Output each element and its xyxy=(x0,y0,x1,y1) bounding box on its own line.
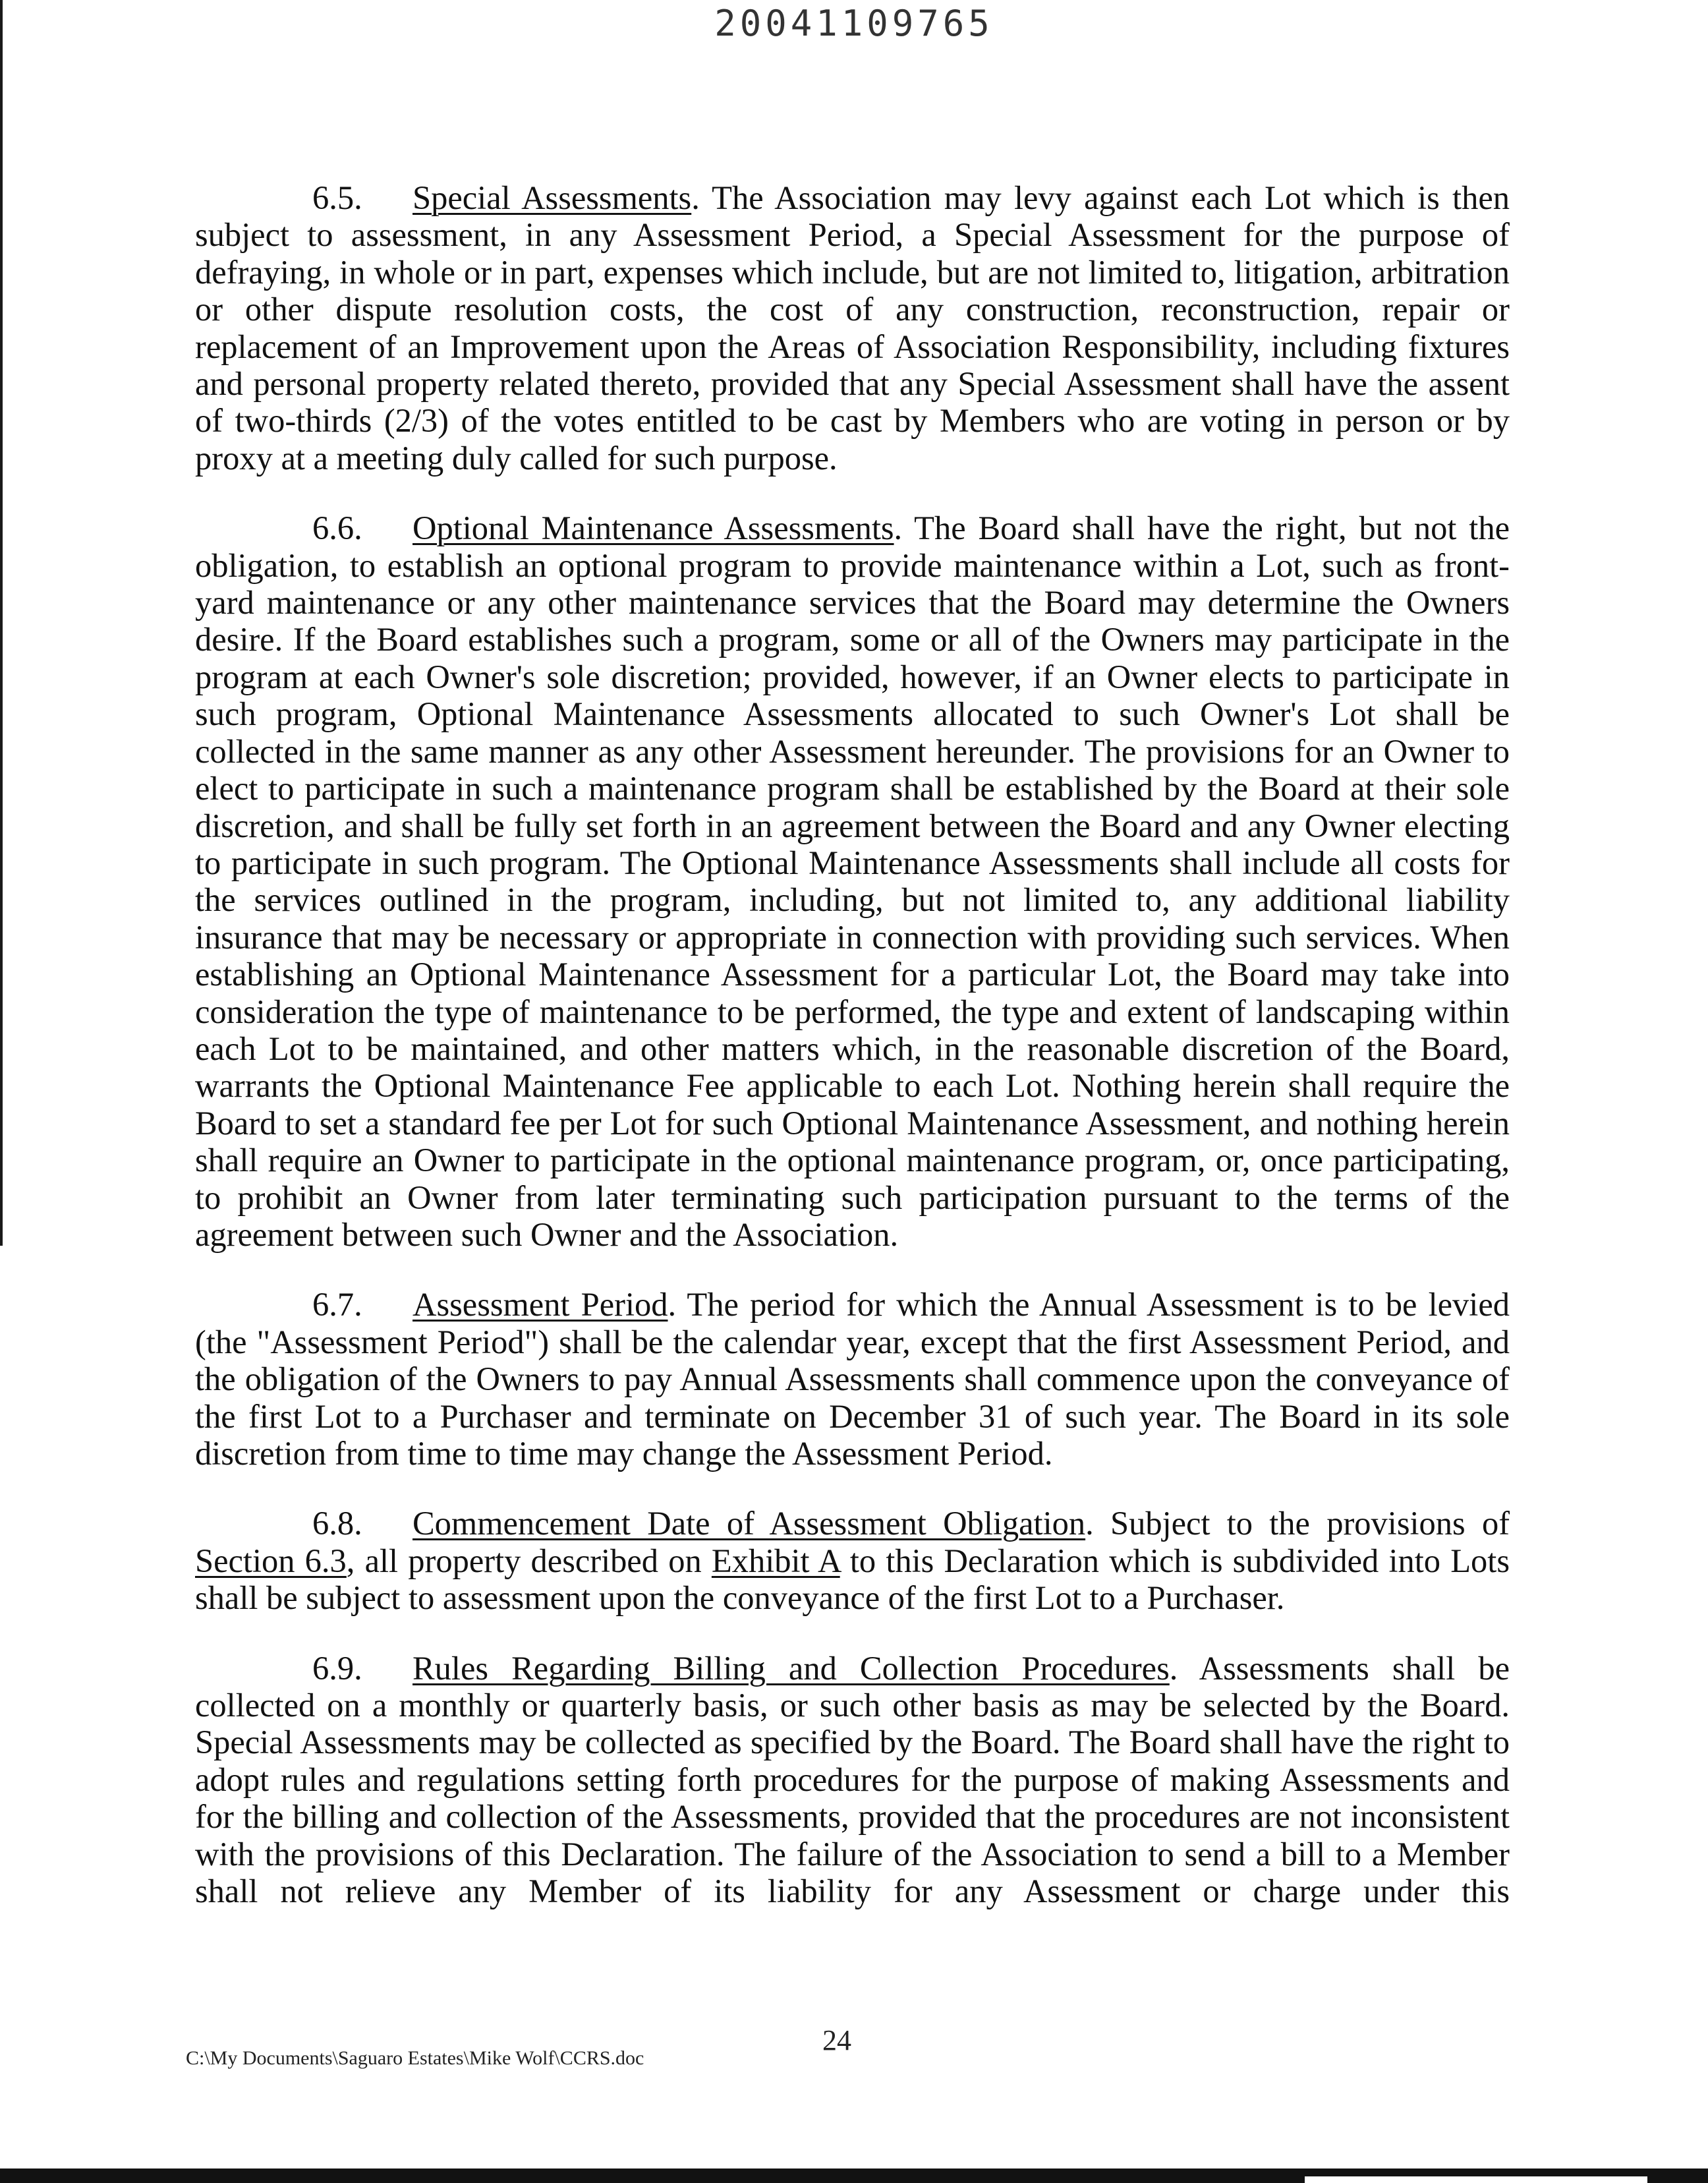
section-text: . The Board shall have the right, but not the obligation, to establish an optional program to provide maintenance within a Lot, such as front-yard maintenance or any other maintenance services that the Board may determine the Owners desire. If the Board establishes such a program, some or all of the Owners may participate in the program at each Owner's sole discretion; provided, however, if an Owner elects to participate in such program, Optional Maintenance Assessments allocated to such Owner's Lot shall be collected in the same manner as any other Assessment hereunder. The provisions for an Owner to elect to participate in such a maintenance program shall be established by the Board at their sole discretion, and shall be fully set forth in an agreement between the Board and any Owner electing to participate in such program. The Optional Maintenance Assessments shall include all costs for the services outlined in the program, including, but not limited to, any additional liability insurance that may be necessary or appropriate in connection with providing such services. When establishing an Optional Maintenance Assessment for a particular Lot, the Board may take into consideration the type of maintenance to be performed, the type and extent of landscaping within each Lot to be maintained, and other matters which, in the reasonable discretion of the Board, warrants the Optional Maintenance Fee applicable to each Lot. Nothing herein shall require the Board to set a standard fee per Lot for such Optional Maintenance Assessment, and nothing herein shall require an Owner to participate in the optional maintenance program, or, once participating, to prohibit an Owner from later terminating such participation pursuant to the terms of the agreement between such Owner and the Association. xyxy=(195,509,1510,1253)
section-6-5 xyxy=(195,179,1510,477)
section-heading: Optional Maintenance Assessments xyxy=(413,509,894,547)
section-6-6 xyxy=(195,509,1510,1253)
section-number: 6.5. xyxy=(312,179,362,216)
section-text: , all property described on xyxy=(346,1542,712,1579)
scan-edge-left xyxy=(0,0,3,1246)
section-heading: Rules Regarding Billing and Collection Procedures xyxy=(413,1649,1170,1687)
section-number: 6.6. xyxy=(312,509,362,547)
section-heading: Assessment Period xyxy=(413,1286,668,1324)
section-reference: Section 6.3 xyxy=(195,1542,347,1579)
section-heading: Special Assessments xyxy=(413,179,692,216)
section-text: . The period for which the Annual Assessment is to be levied (the "Assessment Period") shall be the calendar year, except that the first Assessment Period, and the obligation of the Owners to pay Annual Assessments shall commence upon the conveyance of the first Lot to a Purchaser and terminate on December 31 of such year. The Board in its sole discretion from time to time may change the Assessment Period. xyxy=(195,1286,1510,1472)
section-6-8 xyxy=(195,1505,1510,1616)
section-6-7 xyxy=(195,1286,1510,1472)
section-number: 6.9. xyxy=(312,1649,362,1687)
section-6-9 xyxy=(195,1650,1510,1910)
scan-edge-bottom-gap xyxy=(1305,2176,1647,2183)
exhibit-reference: Exhibit A xyxy=(711,1542,840,1579)
footer-file-path: C:\My Documents\Saguaro Estates\Mike Wolf\CCRS.doc xyxy=(186,2047,644,2069)
section-text: . The Association may levy against each Lot which is then subject to assessment, in any Assessment Period, a Special Assessment for the purpose of defraying, in whole or in part, expenses which include, but are not limited to, litigation, arbitration or other dispute resolution costs, the cost of any construction, reconstruction, repair or replacement of an Improvement upon the Areas of Association Responsibility, including fixtures and personal property related thereto, provided that any Special Assessment shall have the assent of two-thirds (2/3) of the votes entitled to be cast by Members who are voting in person or by proxy at a meeting duly called for such purpose. xyxy=(195,179,1510,477)
section-heading: Commencement Date of Assessment Obligation xyxy=(413,1505,1086,1542)
section-text: . Subject to the provisions of xyxy=(1085,1505,1510,1542)
document-body xyxy=(195,179,1510,1909)
section-number: 6.7. xyxy=(312,1286,362,1324)
section-text: to this Declaration which is subdivided into Lots shall be subject to assessment upon the conveyance of the first Lot to a Purchaser. xyxy=(195,1542,1510,1617)
section-number: 6.8. xyxy=(312,1505,362,1542)
page-number: 24 xyxy=(822,2024,851,2056)
section-text: . Assessments shall be collected on a monthly or quarterly basis, or such other basis as may be selected by the Board. Special Assessments may be collected as specified by the Board. The Board shall have the right to adopt rules and regulations setting forth procedures for the purpose of making Assessments and for the billing and collection of the Assessments, provided that the procedures are not inconsistent with the provisions of this Declaration. The failure of the Association to send a bill to a Member shall not relieve any Member of its liability for any Assessment or charge under this xyxy=(195,1649,1510,1910)
document-number: 20041109765 xyxy=(714,3,994,44)
